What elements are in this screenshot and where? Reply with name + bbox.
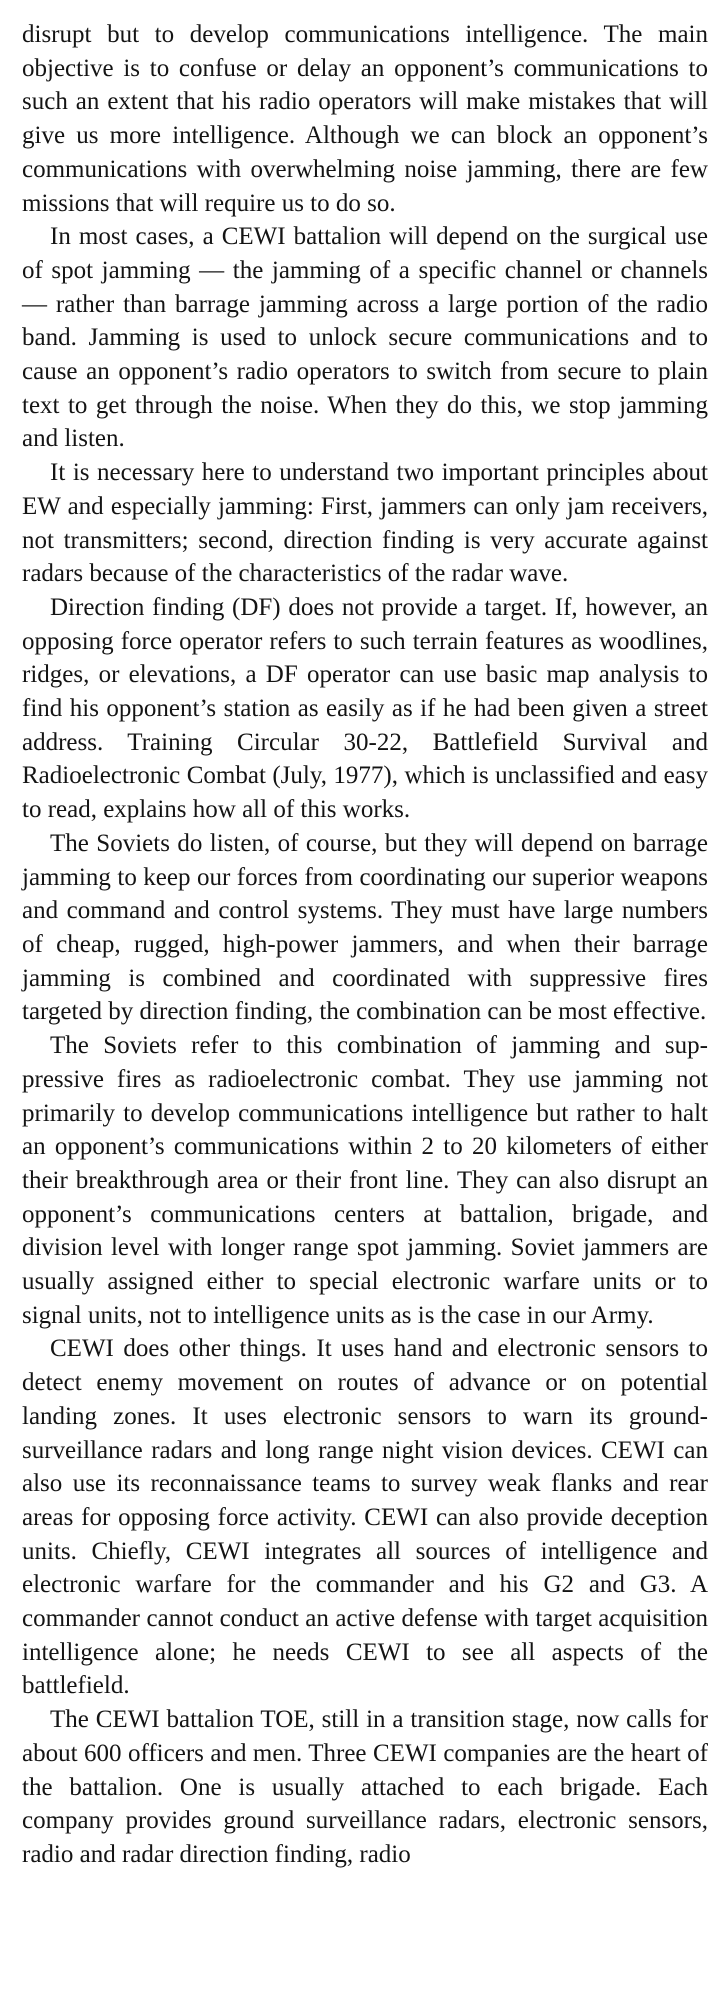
document-page	[22, 18, 708, 1872]
paragraph-7: CEWI does other things. It uses hand and electronic sensors to detect enemy movement on routes of advance or on potential landing zones. It uses electronic sensors to warn its ground-surveillance radars and long range night vision devices. CEWI can also use its reconnaissance teams to survey weak flanks and rear areas for opposing force activity. CEWI can also provide deception units. Chiefly, CEWI integrates all sources of intelligence and electronic warfare for the commander and his G2 and G3. A commander cannot conduct an active defense with target acquisition intelligence alone; he needs CEWI to see all aspects of the battlefield.	[22, 1335, 708, 1700]
paragraph-1: disrupt but to develop communications intelligence. The main objective is to confuse or delay an opponent’s communications to such an extent that his radio operators will make mistakes that will give us more intelligence. Although we can block an opponent’s communications with overwhelming noise jamming, there are few missions that will require us to do so.	[22, 21, 708, 217]
paragraph-3: It is necessary here to understand two important principles about EW and especially jamming: First, jammers can only jam receivers, not transmitters; second, direction finding is very accurate against radars because of the characteristics of the radar wave.	[22, 459, 708, 588]
paragraph-5: The Soviets do listen, of course, but they will depend on barrage jamming to keep our forces from coordinating our superior weapons and command and control systems. They must have large numbers of cheap, rugged, high-power jammers, and when their barrage jamming is combined and coordinated with suppressive fires targeted by direction finding, the combination can be most effective.	[22, 829, 708, 1026]
paragraph-4: Direction finding (DF) does not provide a target. If, however, an opposing force operator refers to such terrain features as woodlines, ridges, or elevations, a DF operator can use basic map analysis to find his opponent’s station as easily as if he had been given a street address. Training Circular 30-22, Battlefield Survival and Radioelectronic Combat (July, 1977), which is unclassified and easy to read, explains how all of this works.	[22, 593, 708, 824]
paragraph-6: The Soviets refer to this combination of jamming and suppressive fires as radioelectronic combat. They use jamming not primarily to develop communications intelligence but rather to halt an opponent’s communications within 2 to 20 kilometers of either their breakthrough area or their front line. They can also disrupt an opponent’s communications centers at battalion, brigade, and division level with longer range spot jamming. Soviet jammers are usually assigned either to special electronic warfare units or to signal units, not to intelligence units as is the case in our Army.	[22, 1032, 708, 1329]
paragraph-2: In most cases, a CEWI battalion will depend on the surgical use of spot jamming — the jamming of a specific channel or channels — rather than barrage jamming across a large portion of the radio band. Jamming is used to unlock secure communications and to cause an opponent’s radio operators to switch from secure to plain text to get through the noise. When they do this, we stop jamming and listen.	[22, 223, 708, 453]
paragraph-8: The CEWI battalion TOE, still in a transition stage, now calls for about 600 officers and men. Three CEWI companies are the heart of the battalion. One is usually attached to each brigade. Each company provides ground surveillance radars, electronic sensors, radio and radar direction finding, radio	[22, 1706, 708, 1868]
